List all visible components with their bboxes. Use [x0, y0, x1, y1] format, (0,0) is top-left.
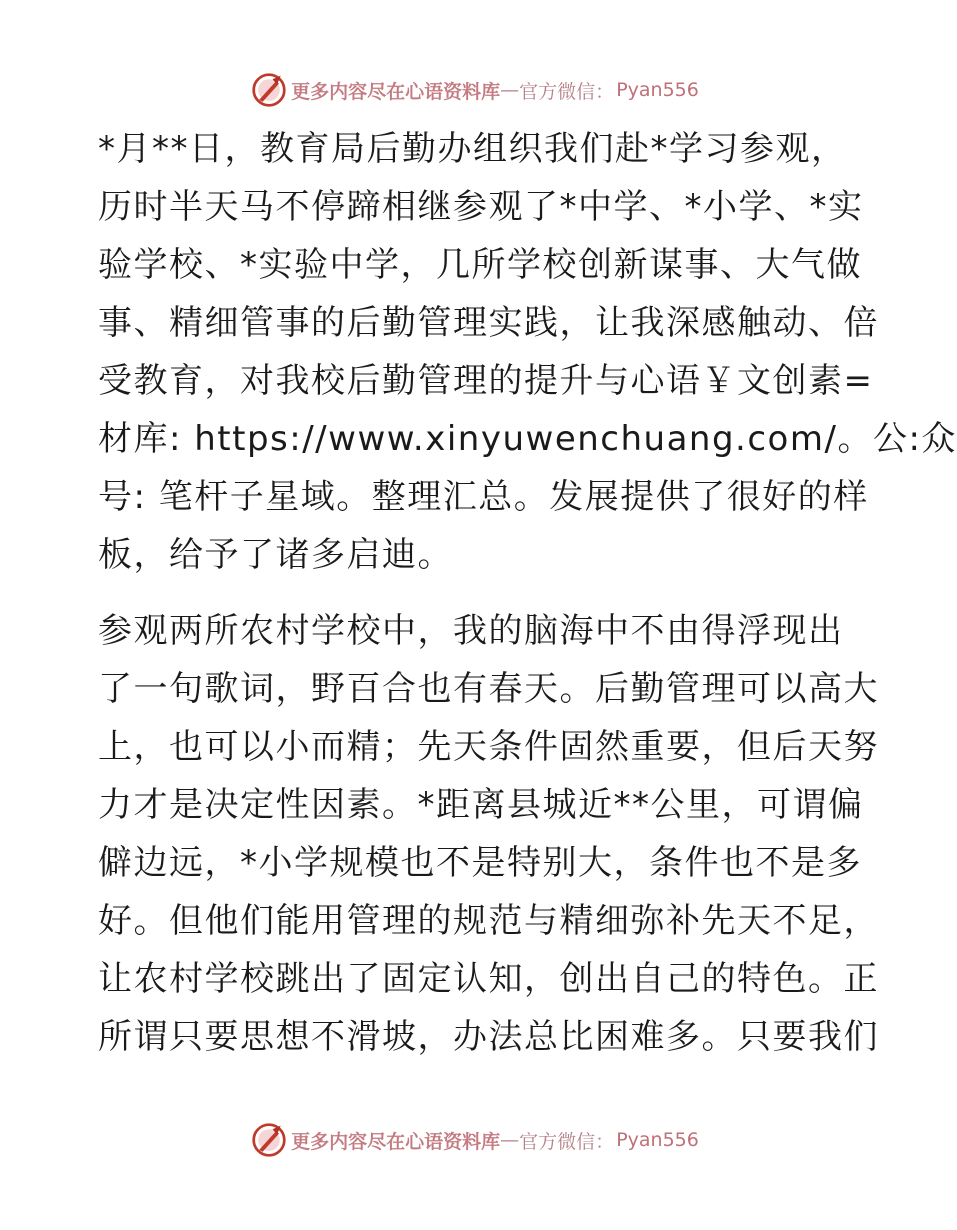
text-line: 僻边远，*小学规模也不是特别大，条件也不是多: [98, 843, 862, 883]
text-line: 力才是决定性因素。*距离县城近**公里，可谓偏: [98, 785, 864, 825]
article-body: [98, 120, 957, 1066]
text-line: 板，给予了诸多启迪。: [98, 535, 453, 575]
footer-banner: [0, 1120, 950, 1160]
banner-wechat-id: Pyan556: [616, 79, 699, 101]
text-line: 历时半天马不停蹄相继参观了*中学、*小学、*实: [98, 187, 864, 227]
paragraph-gap: [98, 584, 858, 602]
header-banner: [0, 70, 950, 110]
text-line: 号: 笔杆子星域。整理汇总。发展提供了很好的样: [98, 477, 869, 517]
banner-site-name: 更多内容尽在心语资料库: [291, 1130, 501, 1153]
quill-logo-icon: [251, 1122, 287, 1158]
banner-dash: —: [500, 79, 520, 101]
text-line: 材库: https://www.xinyuwenchuang.com/。公:众: [98, 419, 957, 459]
text-line: 好。但他们能用管理的规范与精细弥补先天不足，: [98, 901, 879, 941]
text-line: 参观两所农村学校中，我的脑海中不由得浮现出: [98, 611, 844, 651]
text-line: 让农村学校跳出了固定认知，创出自己的特色。正: [98, 959, 879, 999]
quill-logo-icon: [251, 72, 287, 108]
text-line: 验学校、*实验中学，几所学校创新谋事、大气做: [98, 245, 862, 285]
text-line: 了一句歌词，野百合也有春天。后勤管理可以高大: [98, 669, 879, 709]
text-line: 上，也可以小而精；先天条件固然重要，但后天努: [98, 727, 879, 767]
banner-wechat-label: 官方微信：: [519, 80, 615, 103]
banner-wechat-id: Pyan556: [616, 1129, 699, 1151]
paragraph-1: [98, 120, 957, 584]
banner-site-name: 更多内容尽在心语资料库: [291, 80, 501, 103]
banner-wechat-label: 官方微信：: [519, 1130, 615, 1153]
banner-dash: —: [500, 1129, 520, 1151]
text-line: 所谓只要思想不滑坡，办法总比困难多。只要我们: [98, 1017, 879, 1057]
text-line: *月**日，教育局后勤办组织我们赴*学习参观，: [98, 129, 847, 169]
paragraph-2: [98, 602, 879, 1066]
text-line: 事、精细管事的后勤管理实践，让我深感触动、倍: [98, 303, 879, 343]
text-line: 受教育，对我校后勤管理的提升与心语￥文创素=: [98, 361, 874, 401]
